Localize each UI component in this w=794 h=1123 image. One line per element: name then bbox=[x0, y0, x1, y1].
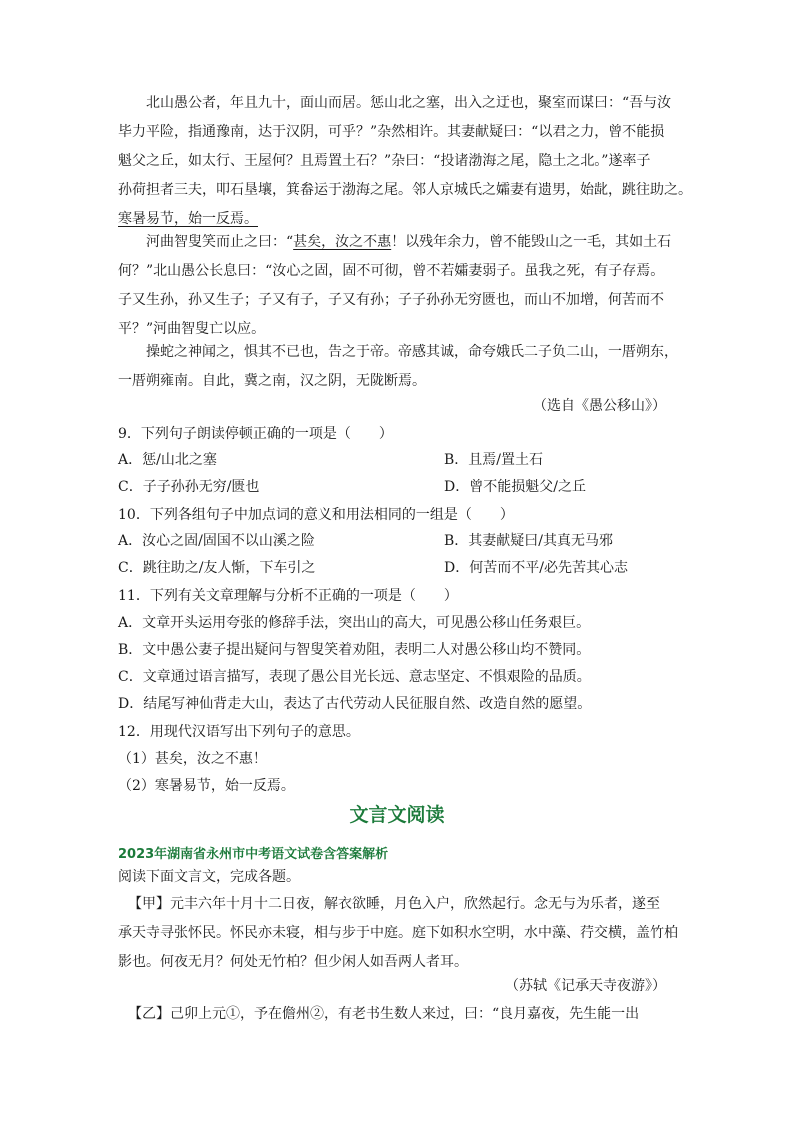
passage-paragraph-1 bbox=[118, 89, 692, 234]
question-9-option-d: D．曾不能损魁父/之丘 bbox=[444, 479, 586, 495]
question-10-option-c: C．跳往助之/友人惭，下车引之 bbox=[118, 560, 316, 576]
text-line: 子又生孙，孙又生子；子又有子，子又有孙；子子孙孙无穷匮也，而山不加增，何苦而不 bbox=[118, 292, 664, 308]
text-line: 北山愚公者，年且九十，面山而居。惩山北之塞，出入之迂也，聚室而谋曰：“吾与汝 bbox=[146, 95, 672, 111]
text-line: 影也。何夜无月？何处无竹柏？但少闲人如吾两人者耳。 bbox=[118, 954, 468, 970]
question-9-option-c: C．子子孙孙无穷/匮也 bbox=[118, 479, 260, 495]
text-line: 操蛇之神闻之，惧其不已也，告之于帝。帝感其诚，命夸娥氏二子负二山，一厝朔东， bbox=[146, 344, 678, 360]
text-line bbox=[118, 228, 676, 257]
underlined-sentence: 寒暑易节，始一反焉。 bbox=[118, 211, 258, 227]
question-9-stem: 9．下列句子朗读停顿正确的一项是（ ） bbox=[118, 426, 393, 442]
question-11-option-d: D．结尾写神仙背走大山，表达了古代劳动人民征服自然、改造自然的愿望。 bbox=[118, 696, 592, 712]
text-line: 何？”北山愚公长息曰：“汝心之固，固不可彻，曾不若孀妻弱子。虽我之死，有子存焉。 bbox=[118, 263, 665, 279]
passage-jia bbox=[118, 890, 676, 977]
question-9-option-b: B．且焉/置土石 bbox=[444, 452, 544, 468]
text-span: ！以残年余力，曾不能毁山之一毛，其如土石 bbox=[391, 234, 672, 250]
text-line: 毕力平险，指通豫南，达于汉阴，可乎？”杂然相许。其妻献疑曰：“以君之力，曾不能损 bbox=[118, 124, 665, 140]
question-12-stem: 12．用现代汉语写出下列句子的意思。 bbox=[118, 724, 360, 740]
question-11-option-c: C．文章通过语言描写，表现了愚公目光长远、意志坚定、不惧艰险的品质。 bbox=[118, 669, 591, 685]
text-line: 承天寺寻张怀民。怀民亦未寝，相与步于中庭。庭下如积水空明，水中藻、荇交横，盖竹柏 bbox=[118, 925, 678, 941]
text-line: 【乙】己卯上元①，予在儋州②，有老书生数人来过，曰：“良月嘉夜，先生能一出 bbox=[128, 1006, 640, 1022]
question-12-sentence-1: （1）甚矣，汝之不惠！ bbox=[118, 751, 267, 767]
passage-yi bbox=[118, 1000, 676, 1029]
question-11-option-a: A．文章开头运用夸张的修辞手法，突出山的高大，可见愚公移山任务艰巨。 bbox=[118, 615, 591, 631]
question-10-option-a: A．汝心之固/固国不以山溪之险 bbox=[118, 533, 315, 549]
passage-paragraph-2 bbox=[118, 228, 676, 344]
text-span: 河曲智叟笑而止之曰：“ bbox=[146, 234, 294, 250]
reading-instruction: 阅读下面文言文，完成各题。 bbox=[118, 869, 300, 885]
section-title: 文言文阅读 bbox=[349, 804, 445, 826]
question-11-stem: 11．下列有关文章理解与分析不正确的一项是（ ） bbox=[118, 588, 458, 604]
text-line: 一厝朔雍南。自此，冀之南，汉之阴，无陇断焉。 bbox=[118, 373, 426, 389]
question-12-sentence-2: （2）寒暑易节，始一反焉。 bbox=[118, 778, 295, 794]
passage-paragraph-3 bbox=[118, 338, 676, 396]
exam-source-title: 2023年湖南省永州市中考语文试卷含答案解析 bbox=[118, 847, 389, 862]
text-line: 平？”河曲智叟亡以应。 bbox=[118, 321, 266, 337]
question-10-stem: 10．下列各组句子中加点词的意义和用法相同的一组是（ ） bbox=[118, 507, 514, 523]
text-line: 【甲】元丰六年十月十二日夜，解衣欲睡，月色入户，欣然起行。念无与为乐者，遂至 bbox=[128, 896, 660, 912]
question-9-option-a: A．惩/山北之塞 bbox=[118, 452, 217, 468]
text-line: 孙荷担者三夫，叩石垦壤，箕畚运于渤海之尾。邻人京城氏之孀妻有遗男，始龀，跳往助之。 bbox=[118, 182, 692, 198]
question-11-option-b: B．文中愚公妻子提出疑问与智叟笑着劝阻，表明二人对愚公移山均不赞同。 bbox=[118, 642, 591, 658]
question-10-option-d: D．何苦而不平/必先苦其心志 bbox=[444, 560, 628, 576]
passage-source: （选自《愚公移山》） bbox=[533, 398, 666, 414]
question-10-option-b: B．其妻献疑曰/其真无马邪 bbox=[444, 533, 614, 549]
passage-jia-source: （苏轼《记承天寺夜游》） bbox=[505, 978, 666, 994]
text-line: 魁父之丘，如太行、王屋何？且焉置土石？”杂曰：“投诸渤海之尾，隐土之北。”遂率子 bbox=[118, 153, 651, 169]
underlined-sentence: 甚矣，汝之不惠 bbox=[293, 234, 392, 250]
